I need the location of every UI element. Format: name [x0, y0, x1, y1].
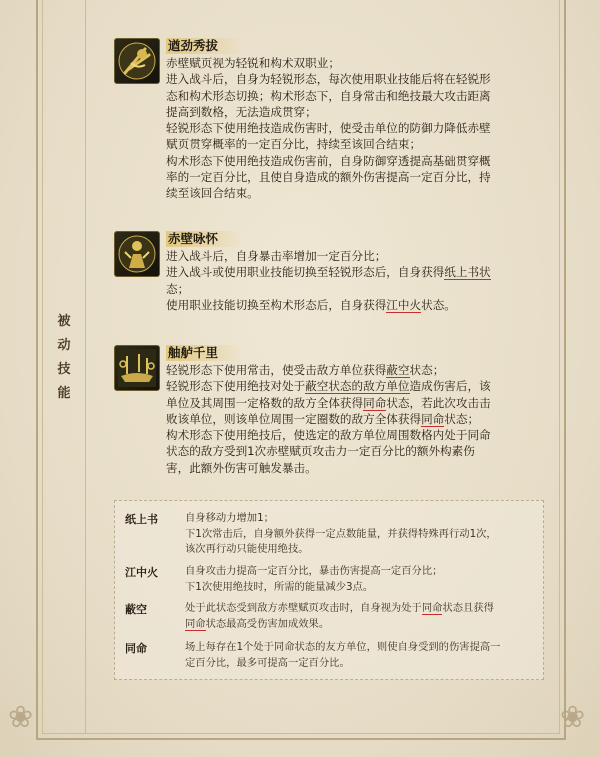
text-run: 状态。	[421, 297, 456, 312]
skill-line: 构术形态下使用绝技造成伤害前，自身防御穿透提高基础贯穿概	[166, 153, 491, 168]
skill-line: 态；	[166, 281, 190, 296]
status-name: 同命	[125, 642, 147, 655]
status-glossary-box	[114, 500, 544, 680]
status-description	[185, 640, 535, 671]
status-description	[185, 564, 535, 595]
text-run: 轻锐形态下使用常击，使受击敌方单位获得	[166, 363, 387, 377]
skill-line	[166, 395, 546, 411]
skill-line	[166, 378, 546, 394]
section-label-char: 动	[57, 338, 71, 353]
skill-line: 轻锐形态下使用绝技造成伤害时，使受击单位的防御力降低赤壁	[166, 121, 491, 136]
skill-line: 害，此额外伤害可触发暴击。	[166, 460, 317, 475]
status-name: 蔽空	[125, 603, 147, 616]
skill-title: 遒劲秀拔	[166, 38, 242, 54]
skill-line: 续至该回合结束。	[166, 186, 259, 201]
skill-title: 舳舻千里	[166, 345, 242, 361]
section-label-char: 被	[57, 314, 71, 329]
skill-line: 态和构术形态切换；构术形态下，自身常击和绝技最大攻击距离	[166, 88, 491, 103]
text-run: 轻锐形态下使用绝技对处于	[166, 379, 306, 394]
status-line	[185, 617, 535, 633]
skill-description	[166, 248, 546, 313]
skill-title: 赤壁咏怀	[166, 231, 242, 247]
status-keyword: 同命	[363, 395, 387, 410]
skill-description	[166, 362, 546, 476]
section-label-char: 能	[57, 386, 71, 401]
status-line: 定百分比，最多可提高一定百分比。	[185, 656, 350, 669]
status-keyword: 同命	[421, 602, 443, 614]
text-run: 进入战斗或使用职业技能切换至轻锐形态后，自身获得	[166, 265, 445, 280]
status-line: 自身攻击力提高一定百分比，暴击伤害提高一定百分比；	[185, 565, 443, 577]
figure-icon	[114, 231, 160, 277]
skill-line	[166, 297, 546, 313]
skill-line: 状态的敌方受到1次赤壁赋页攻击力一定百分比的额外构素伤	[166, 444, 475, 459]
skill-description	[166, 55, 546, 202]
status-line: 自身移动力增加1；	[185, 512, 274, 524]
section-label-char: 技	[57, 362, 71, 377]
status-line	[185, 601, 535, 617]
weapon-dual-form-icon	[114, 38, 160, 84]
ornament-corner-icon: ❀	[560, 700, 586, 735]
status-name: 纸上书	[125, 513, 158, 526]
chain-ships-icon	[114, 345, 160, 391]
status-line: 下1次使用绝技时，所需的能量减少3点。	[185, 580, 374, 593]
status-keyword: 纸上书状	[444, 265, 491, 280]
status-keyword: 蔽空状态的敌方单位	[305, 379, 410, 394]
status-name: 江中火	[125, 566, 158, 579]
status-line: 下1次常击后，自身额外获得一定点数能量，并获得特殊再行动1次，	[185, 527, 497, 540]
status-keyword: 蔽空	[386, 363, 410, 377]
skill-line	[166, 264, 546, 280]
status-keyword: 江中火	[386, 297, 422, 312]
skill-line	[166, 362, 546, 378]
status-line: 场上每存在1个处于同命状态的友方单位，则使自身受到的伤害提高一	[185, 641, 501, 653]
skill-line: 赋页贯穿概率的一定百分比，持续至该回合结束；	[166, 137, 422, 152]
text-run: 状态且获得	[442, 602, 494, 614]
skill-line: 提高到数格，无法造成贯穿；	[166, 104, 317, 119]
ornament-corner-icon: ❀	[8, 700, 34, 735]
text-run: 造成伤害后，该	[409, 379, 491, 394]
section-label-passive-skills	[54, 310, 74, 406]
status-description	[185, 601, 535, 632]
text-run: 使用职业技能切换至构术形态后，自身获得	[166, 297, 387, 312]
skill-line: 构术形态下使用绝技后，使选定的敌方单位周围数格内处于同命	[166, 428, 491, 443]
skill-line: 赤壁赋页视为轻锐和构术双职业；	[166, 56, 340, 70]
status-keyword: 同命	[185, 617, 206, 630]
text-run: 单位及其周围一定格数的敌方全体获得	[166, 395, 364, 410]
text-run: 状态；	[409, 363, 445, 377]
text-run: 败该单位，则该单位周围一定圈数的敌方全体获得	[166, 411, 422, 426]
status-description	[185, 511, 535, 558]
text-run: 状态；	[444, 411, 480, 426]
status-line: 该次再行动只能使用绝技。	[185, 543, 309, 555]
status-keyword: 同命	[421, 411, 445, 426]
skill-line: 进入战斗后，自身暴击率增加一定百分比；	[166, 249, 387, 263]
skill-line: 进入战斗后，自身为轻锐形态，每次使用职业技能后将在轻锐形	[166, 72, 491, 87]
skill-line: 率的一定百分比，且使自身造成的额外伤害提高一定百分比，持	[166, 170, 491, 185]
text-run: 状态，若此次攻击击	[386, 395, 491, 410]
skill-line	[166, 411, 546, 427]
text-run: 状态最高受伤害加成效果。	[205, 617, 330, 630]
text-run: 处于此状态受到敌方赤壁赋页攻击时，自身视为处于	[185, 602, 422, 614]
